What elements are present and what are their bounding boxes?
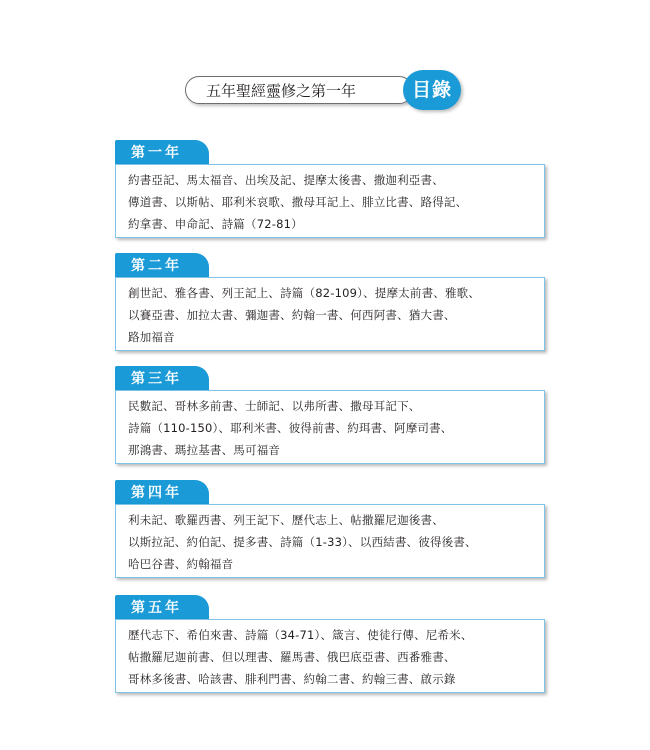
section-tab: 第四年 (115, 480, 209, 506)
book-list-line: 約拿書、申命記、詩篇（72-81） (128, 217, 303, 231)
section-tab: 第三年 (115, 366, 209, 392)
book-list-line: 民數記、哥林多前書、士師記、以弗所書、撒母耳記下、 (128, 399, 421, 413)
book-list-line: 以賽亞書、加拉太書、彌迦書、約翰一書、何西阿書、猶大書、 (128, 308, 456, 322)
book-list-line: 哥林多後書、哈該書、腓利門書、約翰二書、約翰三書、啟示錄 (128, 672, 456, 686)
toc-badge: 目錄 (403, 70, 461, 110)
header-title-pill (185, 76, 413, 104)
book-list-line: 那鴻書、瑪拉基書、馬可福音 (128, 443, 281, 457)
section-content-box (115, 619, 545, 693)
section-content-box (115, 164, 545, 238)
book-list-line: 哈巴谷書、約翰福音 (128, 557, 234, 571)
book-list-line: 以斯拉記、約伯記、提多書、詩篇（1-33）、以西結書、彼得後書、 (128, 535, 477, 549)
header-title: 五年聖經靈修之第一年 (206, 82, 357, 100)
book-list-line: 創世記、雅各書、列王記上、詩篇（82-109）、提摩太前書、雅歌、 (128, 286, 481, 300)
book-list-line: 傳道書、以斯帖、耶利米哀歌、撒母耳記上、腓立比書、路得記、 (128, 195, 468, 209)
toc-header (185, 72, 465, 112)
section-content-box (115, 390, 545, 464)
section-tab: 第一年 (115, 140, 209, 166)
section-content-box (115, 277, 545, 351)
book-list-line: 利未記、歌羅西書、列王記下、歷代志上、帖撒羅尼迦後書、 (128, 513, 444, 527)
book-list-line: 歷代志下、希伯來書、詩篇（34-71）、箴言、使徒行傳、尼希米、 (128, 628, 473, 642)
section-tab: 第五年 (115, 595, 209, 621)
section-tab: 第二年 (115, 253, 209, 279)
section-content-box (115, 504, 545, 578)
book-list-line: 帖撒羅尼迦前書、但以理書、羅馬書、俄巴底亞書、西番雅書、 (128, 650, 456, 664)
book-list-line: 詩篇（110-150）、耶利米書、彼得前書、約珥書、阿摩司書、 (128, 421, 453, 435)
book-list-line: 約書亞記、馬太福音、出埃及記、提摩太後書、撒迦利亞書、 (128, 173, 444, 187)
book-list-line: 路加福音 (128, 330, 175, 344)
